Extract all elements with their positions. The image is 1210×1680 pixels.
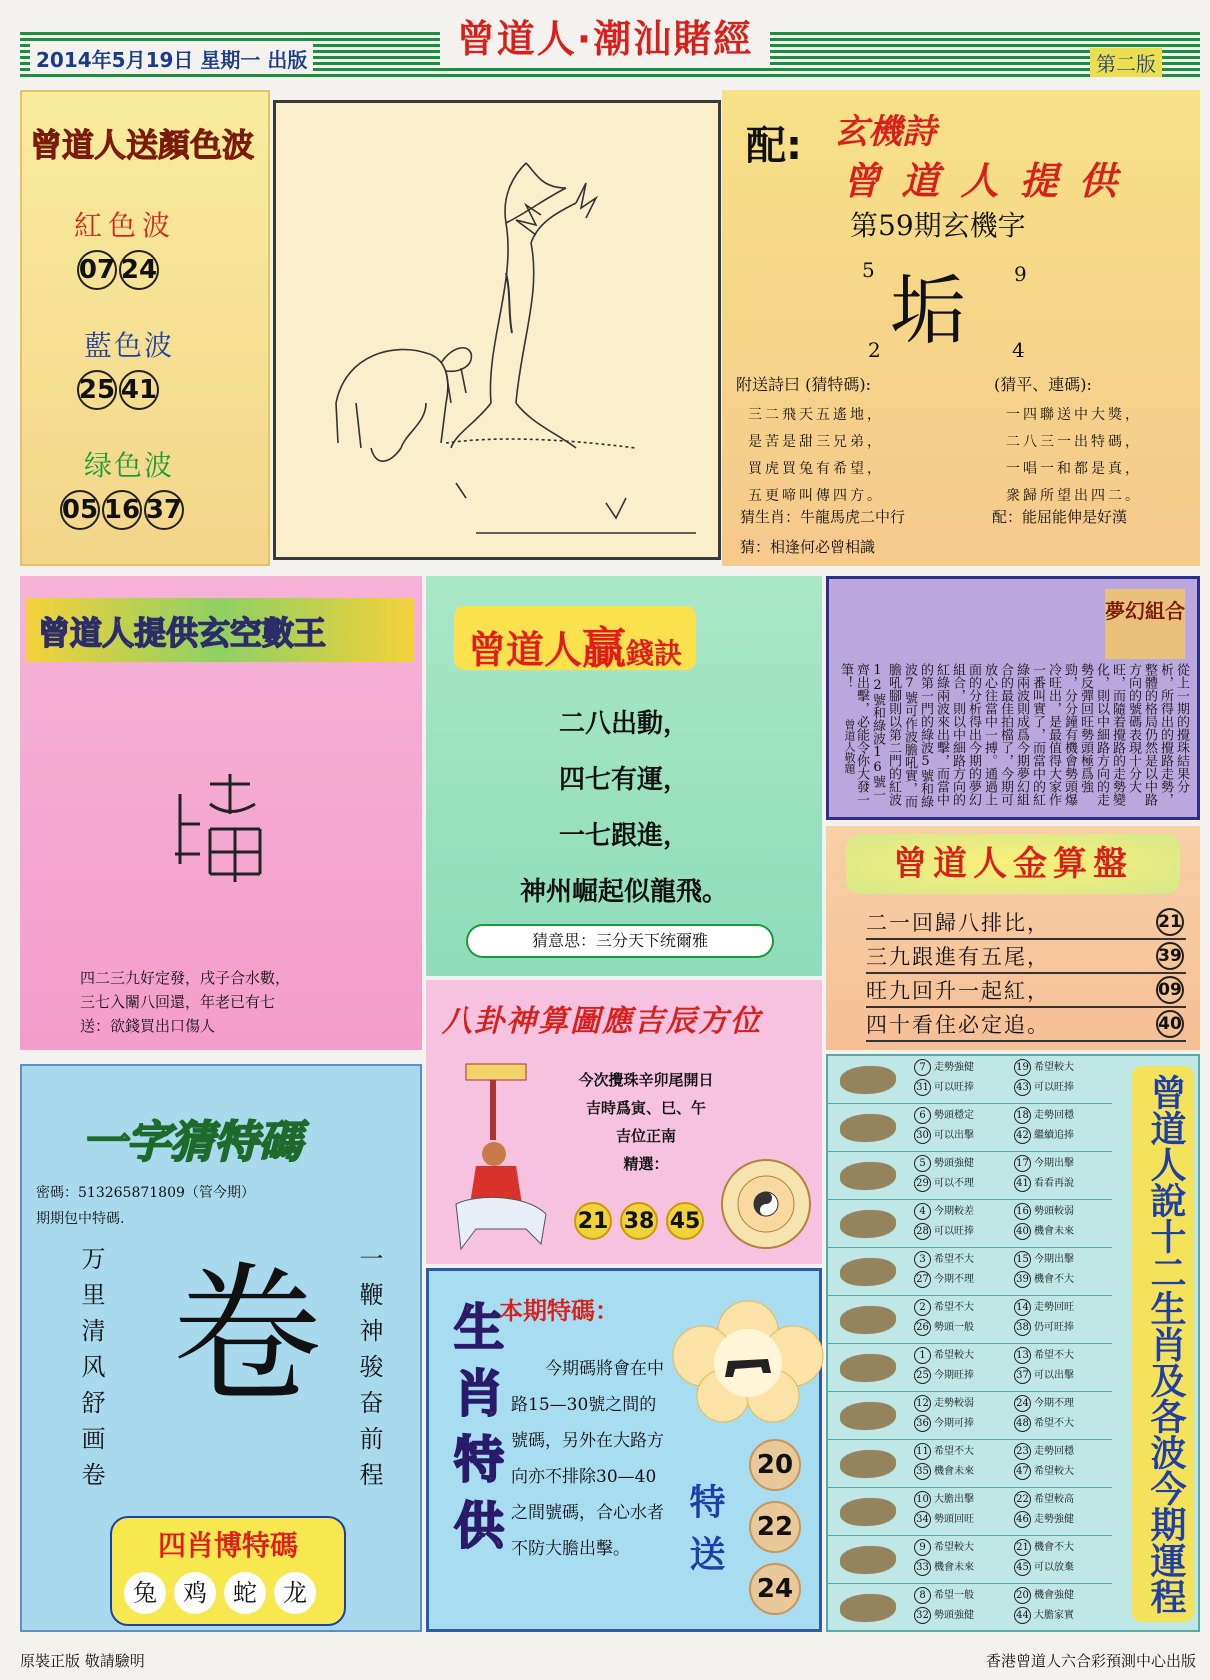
general-horse-icon bbox=[446, 1054, 556, 1254]
zodiac-cell bbox=[1014, 1154, 1114, 1198]
zodiac-fortune: 希望較大 bbox=[1034, 1466, 1074, 1477]
one-char-title: 一字猜特碼 bbox=[82, 1117, 302, 1168]
xuankong-title: 曾道人提供玄空數王 bbox=[26, 598, 414, 662]
xuanji-title: 玄機詩 bbox=[834, 112, 936, 152]
zodiac-fortune: 仍可旺捧 bbox=[1034, 1322, 1074, 1333]
zodiac-num: 39 bbox=[1014, 1271, 1031, 1288]
zodiac-cell bbox=[1014, 1298, 1114, 1342]
abacus-num: 39 bbox=[1156, 942, 1184, 970]
combo-panel bbox=[826, 576, 1200, 820]
zodiac-fortune: 希望一般 bbox=[934, 1590, 974, 1601]
four-zodiac-title: 四肖博特碼 bbox=[157, 1529, 298, 1562]
ox-tree-illustration bbox=[276, 103, 718, 557]
header-edition: 第二版 bbox=[1090, 48, 1162, 77]
zodiac-fortune: 機會未來 bbox=[934, 1562, 974, 1573]
zodiac-row bbox=[828, 1536, 1112, 1584]
zodiac-fortune: 機會強健 bbox=[1034, 1590, 1074, 1601]
abacus-panel bbox=[826, 826, 1200, 1050]
zodiac-num: 14 bbox=[1014, 1299, 1031, 1316]
zodiac-num: 37 bbox=[1014, 1367, 1031, 1384]
zodiac-num: 17 bbox=[1014, 1155, 1031, 1172]
zodiac-cell bbox=[914, 1298, 1014, 1342]
zodiac-fortune: 可以旺捧 bbox=[1034, 1082, 1074, 1093]
zodiac-cell bbox=[1014, 1394, 1114, 1438]
pei-label: 配: bbox=[746, 123, 802, 169]
zodiac-num: 34 bbox=[914, 1511, 931, 1528]
zodiac-cell bbox=[1014, 1058, 1114, 1102]
zodiac-fortune: 今期出擊 bbox=[1034, 1158, 1074, 1169]
abacus-row bbox=[866, 974, 1186, 1008]
zodiac-chip: 鸡 bbox=[174, 1572, 216, 1614]
zodiac-row bbox=[828, 1440, 1112, 1488]
four-zodiac-box bbox=[110, 1516, 346, 1626]
horse-icon bbox=[840, 1354, 896, 1382]
combo-text: 從上一期的攪珠結果分析，所得出的攪路走勢，整體的格局仍然是以中路方向的號碼表現十分大旺，而隨着攪路的走勢變化，則以中細路方向的走勢反彈回旺勢頭極爲強勁，分分鐘有機會勢頭爆冷旺出，是最值得大家作一番叫實了，而當中的紅綠兩波則成爲今期夢幻組合的最佳拍檔了，今期可放心往當中一搏。通過上面的分析得出今期的夢幻組合，則以中細路方向的紅綠兩波來出擊，而當中的第一門的綠波5號和綠波7號可作波膽吼實，而膽吼腳則以第二門的紅波12號和綠波16號一齊出擊，必能令你大發一筆！ bbox=[838, 663, 1189, 808]
poem-line: 衆歸所望出四二。 bbox=[1006, 488, 1142, 504]
zodiac-cell bbox=[1014, 1346, 1114, 1390]
zodiac-fortune: 希望不大 bbox=[934, 1446, 974, 1457]
zodiac-cell bbox=[1014, 1250, 1114, 1294]
zodiac-cell bbox=[1014, 1490, 1114, 1534]
goat-icon bbox=[840, 1402, 896, 1430]
zodiac-num: 8 bbox=[914, 1587, 931, 1604]
zodiac-num: 22 bbox=[1014, 1491, 1031, 1508]
bagua-line: 吉位正南 bbox=[615, 1127, 676, 1145]
zodiac-num: 18 bbox=[1014, 1107, 1031, 1124]
zodiac-num: 2 bbox=[914, 1299, 931, 1316]
poem-line: 一唱一和都是真， bbox=[1006, 461, 1142, 477]
zodiac-special-panel bbox=[426, 1268, 822, 1632]
win-money-lines bbox=[426, 696, 822, 920]
green-ball: 05 bbox=[60, 490, 100, 530]
zodiac-num: 19 bbox=[1014, 1059, 1031, 1076]
zodiac-fortune: 機會未來 bbox=[934, 1466, 974, 1477]
dog-icon bbox=[840, 1546, 896, 1574]
zodiac-num: 33 bbox=[914, 1559, 931, 1576]
poem-left-title: 附送詩曰 (猜特碼): bbox=[736, 375, 871, 394]
zodiac-fortune: 希望不大 bbox=[934, 1302, 974, 1313]
abacus-text: 旺九回升一起紅， bbox=[866, 979, 1050, 1003]
zodiac-fortune: 希望較大 bbox=[1034, 1062, 1074, 1073]
zodiac-cell bbox=[914, 1394, 1014, 1438]
zodiac-num: 35 bbox=[914, 1463, 931, 1480]
zodiac-fortune: 可以放棄 bbox=[1034, 1562, 1074, 1573]
num-bottom-left: 2 bbox=[868, 338, 881, 362]
poem-line: 二八三一出特碼， bbox=[1006, 434, 1142, 450]
zodiac-fortune: 機會不大 bbox=[1034, 1274, 1074, 1285]
zodiac-num: 43 bbox=[1014, 1079, 1031, 1096]
num-bottom-right: 4 bbox=[1012, 338, 1025, 362]
zodiac-cell bbox=[914, 1106, 1014, 1150]
abacus-row bbox=[866, 940, 1186, 974]
abacus-text: 二一回歸八排比， bbox=[866, 911, 1050, 935]
issue-label: 第59期玄機字 bbox=[850, 209, 1026, 242]
bagua-line: 精選： bbox=[623, 1155, 669, 1173]
zodiac-fortune: 走勢較弱 bbox=[934, 1398, 974, 1409]
zodiac-num: 41 bbox=[1014, 1175, 1031, 1192]
zodiac-cell bbox=[914, 1058, 1014, 1102]
zodiac-row bbox=[828, 1488, 1112, 1536]
four-zodiac-list bbox=[124, 1572, 316, 1614]
combo-title: 夢幻組合 bbox=[1105, 589, 1185, 659]
zodiac-num: 10 bbox=[914, 1491, 931, 1508]
header-date: 2014年5月19日 星期一 出版 bbox=[30, 44, 313, 73]
one-char-code: 密碼：513265871809（管今期） bbox=[36, 1185, 255, 1201]
win-money-line: 神州崛起似龍飛。 bbox=[519, 877, 728, 907]
zodiac-num: 31 bbox=[914, 1079, 931, 1096]
zodiac-num: 48 bbox=[1014, 1415, 1031, 1432]
abacus-row bbox=[866, 1008, 1186, 1042]
poem-panel bbox=[722, 90, 1200, 566]
zodiac-fortune: 希望不大 bbox=[934, 1254, 974, 1265]
blue-ball: 41 bbox=[119, 370, 159, 410]
poem-line: 買虎買兔有希望， bbox=[748, 461, 884, 477]
zodiac-fortune: 勢頭強健 bbox=[934, 1158, 974, 1169]
color-wave-panel bbox=[20, 90, 270, 566]
win-money-line: 一七跟進， bbox=[558, 821, 689, 851]
abacus-text: 三九跟進有五尾， bbox=[866, 945, 1050, 969]
monkey-icon bbox=[840, 1450, 896, 1478]
zodiac-fortune: 大膽出擊 bbox=[934, 1494, 974, 1505]
zodiac-fortune: 今期可捧 bbox=[934, 1418, 974, 1429]
zodiac-num: 47 bbox=[1014, 1463, 1031, 1480]
zodiac-num: 25 bbox=[914, 1367, 931, 1384]
ox-flower-icon bbox=[673, 1301, 823, 1421]
zodiac-cell bbox=[914, 1490, 1014, 1534]
abacus-rows bbox=[866, 906, 1186, 1042]
zodiac-cell bbox=[1014, 1538, 1114, 1582]
zodiac-num: 3 bbox=[914, 1251, 931, 1268]
bagua-line: 今次攪珠辛卯尾開日 bbox=[578, 1071, 714, 1089]
zodiac-row bbox=[828, 1104, 1112, 1152]
rabbit-icon bbox=[840, 1210, 896, 1238]
zodiac-num: 27 bbox=[914, 1271, 931, 1288]
one-char-right-vert: 一鞭神骏奋前程 bbox=[355, 1246, 383, 1498]
zodiac-fortune: 希望較大 bbox=[934, 1542, 974, 1553]
win-money-title-b: 贏 bbox=[582, 623, 627, 674]
poem-line: 一四聯送中大獎， bbox=[1006, 407, 1142, 423]
tiger-icon bbox=[840, 1162, 896, 1190]
bagua-wheel-icon bbox=[720, 1158, 812, 1250]
zodiac-fortune: 希望較高 bbox=[1034, 1494, 1074, 1505]
win-money-title-a: 曾道人 bbox=[468, 628, 583, 672]
poem-left bbox=[748, 402, 884, 510]
zodiac-fortune: 可以出擊 bbox=[934, 1130, 974, 1141]
riddle-picture bbox=[273, 100, 721, 560]
riddle-char: 垢 bbox=[890, 266, 966, 355]
zodiac-fortune: 可以出擊 bbox=[1034, 1370, 1074, 1381]
zodiac-row bbox=[828, 1248, 1112, 1296]
zodiac-num: 12 bbox=[914, 1395, 931, 1412]
xuankong-line: 四二三九好定發，戌子合水數， bbox=[80, 969, 291, 987]
zodiac-fortune: 勢頭一般 bbox=[934, 1322, 974, 1333]
xuankong-text bbox=[80, 966, 290, 1038]
green-wave-balls bbox=[60, 490, 186, 530]
zodiac-num: 44 bbox=[1014, 1607, 1031, 1624]
zodiac-cell bbox=[914, 1250, 1014, 1294]
zodiac-fortune: 可以旺捧 bbox=[934, 1082, 974, 1093]
zodiac-cell bbox=[914, 1586, 1014, 1630]
combo-sign: 曾道人敬題 bbox=[843, 719, 856, 774]
xuankong-panel bbox=[20, 576, 422, 1050]
zodiac-row bbox=[828, 1584, 1112, 1632]
zodiac-special-num: 20 bbox=[749, 1439, 801, 1491]
zodiac-num: 42 bbox=[1014, 1127, 1031, 1144]
zodiac-fortune: 走勢回穩 bbox=[1034, 1110, 1074, 1121]
zodiac-row bbox=[828, 1056, 1112, 1104]
twelve-title: 曾道人說十二生肖及各波今期運程 bbox=[1132, 1066, 1194, 1622]
poem-right bbox=[1006, 402, 1142, 510]
zodiac-num: 5 bbox=[914, 1155, 931, 1172]
ox-icon bbox=[840, 1114, 896, 1142]
zodiac-cell bbox=[914, 1442, 1014, 1486]
zodiac-num: 7 bbox=[914, 1059, 931, 1076]
zodiac-num: 4 bbox=[914, 1203, 931, 1220]
xuankong-line: 送：欲錢買出口傷人 bbox=[80, 1017, 216, 1035]
num-top-left: 5 bbox=[862, 258, 875, 282]
zodiac-row bbox=[828, 1200, 1112, 1248]
green-ball: 37 bbox=[144, 490, 184, 530]
num-top-right: 9 bbox=[1014, 262, 1027, 286]
provider-title: 曾 道 人 提 供 bbox=[842, 159, 1121, 203]
pig-icon bbox=[840, 1594, 896, 1622]
zodiac-fortune: 走勢回旺 bbox=[1034, 1302, 1074, 1313]
snake-icon bbox=[840, 1306, 896, 1334]
win-money-title bbox=[454, 606, 696, 674]
color-wave-title: 曾道人送顏色波 bbox=[30, 126, 255, 164]
zodiac-num: 29 bbox=[914, 1175, 931, 1192]
zodiac-num: 40 bbox=[1014, 1223, 1031, 1240]
win-money-line: 四七有運， bbox=[558, 765, 689, 795]
bagua-panel bbox=[426, 980, 822, 1264]
zodiac-fortune: 希望不大 bbox=[1034, 1418, 1074, 1429]
zodiac-num: 36 bbox=[914, 1415, 931, 1432]
blue-wave-balls bbox=[77, 370, 161, 410]
zodiac-chip: 兔 bbox=[124, 1572, 166, 1614]
abacus-row bbox=[866, 906, 1186, 940]
zodiac-fortune: 繼續追捧 bbox=[1034, 1130, 1074, 1141]
zodiac-fortune: 勢頭強健 bbox=[934, 1610, 974, 1621]
footer-left: 原裝正版 敬請驗明 bbox=[20, 1652, 145, 1670]
zodiac-cell bbox=[914, 1202, 1014, 1246]
zodiac-num: 23 bbox=[1014, 1443, 1031, 1460]
zodiac-num: 16 bbox=[1014, 1203, 1031, 1220]
zodiac-num: 13 bbox=[1014, 1347, 1031, 1364]
header-title: 曾道人·潮汕賭經 bbox=[440, 8, 770, 66]
one-char-panel bbox=[20, 1064, 422, 1632]
zodiac-chip: 龙 bbox=[274, 1572, 316, 1614]
blue-wave-label: 藍色波 bbox=[84, 329, 175, 362]
dragon-icon bbox=[840, 1258, 896, 1286]
win-money-line: 二八出動， bbox=[558, 709, 689, 739]
zodiac-cell bbox=[1014, 1202, 1114, 1246]
red-ball: 07 bbox=[77, 250, 117, 290]
zodiac-fortune: 今期不理 bbox=[934, 1274, 974, 1285]
zodiac-num: 28 bbox=[914, 1223, 931, 1240]
zodiac-special-text: 今期碼將會在中路15—30號之間的號碼，另外在大路方向亦不排除30—40之間號碼，合心水者不防大膽出擊。 bbox=[511, 1359, 664, 1559]
zodiac-cell bbox=[914, 1154, 1014, 1198]
rooster-icon bbox=[840, 1498, 896, 1526]
zodiac-num: 38 bbox=[1014, 1319, 1031, 1336]
zodiac-fortune: 希望不大 bbox=[1034, 1350, 1074, 1361]
zodiac-num: 6 bbox=[914, 1107, 931, 1124]
poem-line: 五更啼叫傳四方。 bbox=[748, 488, 884, 504]
xuankong-glyph bbox=[170, 774, 270, 884]
abacus-title: 曾道人金算盤 bbox=[846, 834, 1180, 894]
zodiac-fortune: 勢頭回旺 bbox=[934, 1514, 974, 1525]
zodiac-fortune: 機會不大 bbox=[1034, 1542, 1074, 1553]
zodiac-num: 15 bbox=[1014, 1251, 1031, 1268]
one-char-left-vert: 万里清风舒画卷 bbox=[77, 1246, 105, 1498]
zodiac-num: 21 bbox=[1014, 1539, 1031, 1556]
zodiac-special-nums bbox=[749, 1439, 805, 1615]
zodiac-fortune: 勢頭較弱 bbox=[1034, 1206, 1074, 1217]
zodiac-cell bbox=[1014, 1442, 1114, 1486]
win-money-guess: 猜意思：三分天下统爾雅 bbox=[466, 924, 774, 958]
one-char-big: 卷 bbox=[172, 1249, 323, 1423]
poem-line: 三二飛天五遙地， bbox=[748, 407, 884, 423]
pei-second: 配：能屈能伸是好漢 bbox=[992, 508, 1128, 526]
bagua-title: 八卦神算圖應吉辰方位 bbox=[442, 1004, 762, 1039]
zodiac-fortune: 機會未來 bbox=[1034, 1226, 1074, 1237]
xuankong-line: 三七入闈八回還，年老已有七 bbox=[80, 993, 276, 1011]
zodiac-cell bbox=[914, 1346, 1014, 1390]
zodiac-special-vert: 生肖特供 bbox=[446, 1301, 504, 1565]
red-wave-balls bbox=[77, 250, 161, 290]
zodiac-fortune: 今期較差 bbox=[934, 1206, 974, 1217]
zodiac-num: 30 bbox=[914, 1127, 931, 1144]
zodiac-fortune: 希望較大 bbox=[934, 1350, 974, 1361]
zodiac-cell bbox=[1014, 1586, 1114, 1630]
blue-ball: 25 bbox=[77, 370, 117, 410]
zodiac-fortune: 今期出擊 bbox=[1034, 1254, 1074, 1265]
red-wave-label: 紅色波 bbox=[74, 209, 177, 242]
zodiac-row bbox=[828, 1296, 1112, 1344]
zodiac-row bbox=[828, 1152, 1112, 1200]
zodiac-num: 9 bbox=[914, 1539, 931, 1556]
bagua-num: 21 bbox=[574, 1202, 612, 1240]
zodiac-num: 1 bbox=[914, 1347, 931, 1364]
zodiac-cell bbox=[1014, 1106, 1114, 1150]
zodiac-special-num: 24 bbox=[749, 1563, 801, 1615]
twelve-panel bbox=[826, 1054, 1200, 1632]
zodiac-fortune: 今期旺捧 bbox=[934, 1370, 974, 1381]
zodiac-num: 26 bbox=[914, 1319, 931, 1336]
zodiac-num: 32 bbox=[914, 1607, 931, 1624]
abacus-num: 09 bbox=[1156, 976, 1184, 1004]
abacus-num: 21 bbox=[1156, 908, 1184, 936]
bagua-num: 38 bbox=[620, 1202, 658, 1240]
zodiac-fortune: 走勢強健 bbox=[1034, 1514, 1074, 1525]
zodiac-num: 46 bbox=[1014, 1511, 1031, 1528]
bagua-num: 45 bbox=[666, 1202, 704, 1240]
zodiac-fortune: 走勢強健 bbox=[934, 1062, 974, 1073]
win-money-title-c: 錢訣 bbox=[626, 637, 683, 670]
footer-right: 香港曾道人六合彩預測中心出版 bbox=[985, 1652, 1196, 1670]
zodiac-num: 11 bbox=[914, 1443, 931, 1460]
zodiac-fortune: 可以不理 bbox=[934, 1178, 974, 1189]
bagua-text bbox=[546, 1066, 746, 1178]
zodiac-num: 24 bbox=[1014, 1395, 1031, 1412]
zodiac-fortune: 今期不理 bbox=[1034, 1398, 1074, 1409]
bagua-nums bbox=[574, 1202, 706, 1240]
bagua-line: 吉時爲寅、巳、午 bbox=[585, 1099, 706, 1117]
zodiac-fortune: 勢頭穩定 bbox=[934, 1110, 974, 1121]
zodiac-num: 45 bbox=[1014, 1559, 1031, 1576]
abacus-num: 40 bbox=[1156, 1010, 1184, 1038]
poem-right-title: (猜平、連碼): bbox=[994, 375, 1092, 394]
zodiac-special-title: 本期特碼： bbox=[499, 1296, 619, 1325]
zodiac-row bbox=[828, 1344, 1112, 1392]
rat-icon bbox=[840, 1066, 896, 1094]
guess-zodiac: 猜生肖：牛龍馬虎二中行 bbox=[740, 508, 906, 526]
poem-line: 是苦是甜三兄弟， bbox=[748, 434, 884, 450]
guess-second: 猜：相逢何必曾相識 bbox=[740, 538, 876, 556]
zodiac-fortune: 看看再說 bbox=[1034, 1178, 1074, 1189]
one-char-sub: 期期包中特碼. bbox=[36, 1211, 125, 1227]
red-ball: 24 bbox=[119, 250, 159, 290]
green-ball: 16 bbox=[102, 490, 142, 530]
green-wave-label: 绿色波 bbox=[84, 449, 175, 482]
abacus-text: 四十看住必定追。 bbox=[866, 1013, 1050, 1037]
zodiac-cell bbox=[914, 1538, 1014, 1582]
zodiac-fortune: 可以旺捧 bbox=[934, 1226, 974, 1237]
zodiac-num: 20 bbox=[1014, 1587, 1031, 1604]
zodiac-fortune: 走勢回穩 bbox=[1034, 1446, 1074, 1457]
zodiac-special-num: 22 bbox=[749, 1501, 801, 1553]
win-money-panel bbox=[426, 576, 822, 976]
zodiac-chip: 蛇 bbox=[224, 1572, 266, 1614]
zodiac-special-send: 特送 bbox=[684, 1483, 725, 1587]
zodiac-row bbox=[828, 1392, 1112, 1440]
zodiac-fortune: 大膽家實 bbox=[1034, 1610, 1074, 1621]
